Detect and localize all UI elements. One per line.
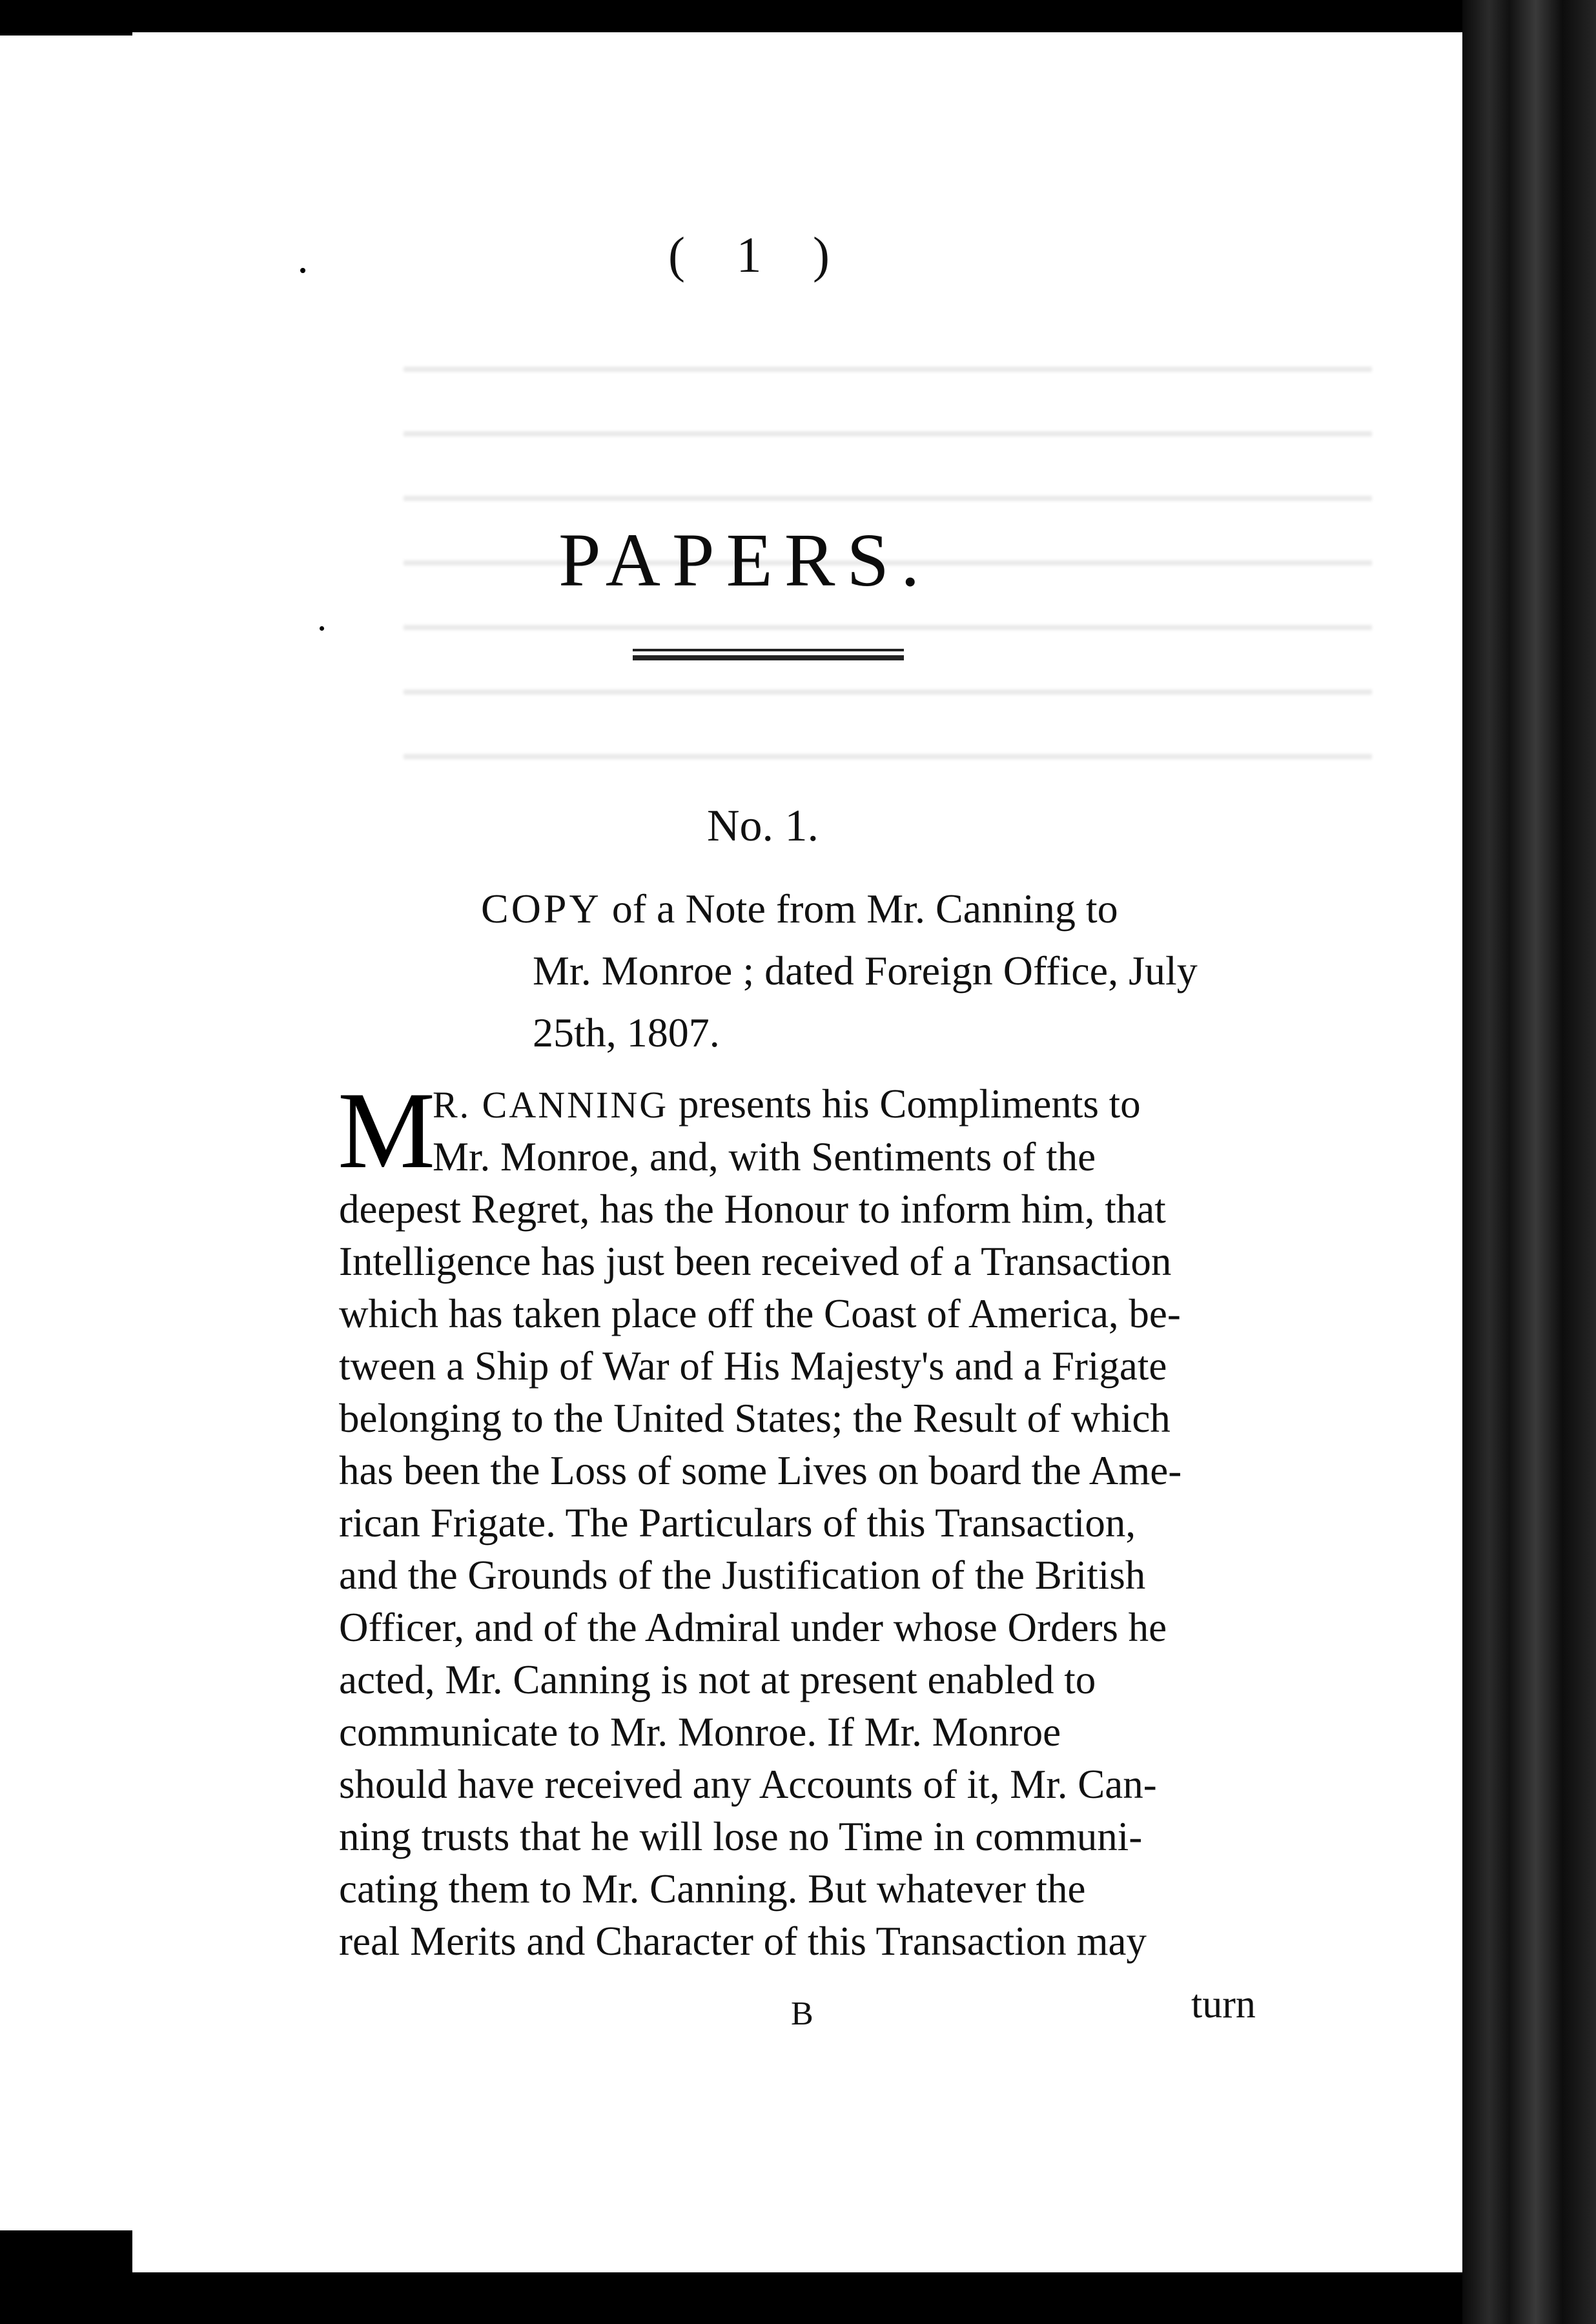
letter-body: [338, 1070, 1411, 1968]
document-page: [132, 32, 1462, 2272]
body-line: belonging to the United States; the Result of which: [339, 1396, 1171, 1441]
heading-line-1: of a Note from Mr. Canning to: [611, 886, 1118, 932]
body-line: deepest Regret, has the Honour to inform him, that: [339, 1187, 1166, 1232]
catchword: turn: [1191, 1983, 1256, 2026]
heading-line-3: 25th, 1807.: [533, 1010, 720, 1055]
page-number: ( 1 ): [668, 227, 849, 283]
ink-speck: [300, 268, 305, 273]
ink-speck: [320, 626, 324, 631]
body-line: and the Grounds of the Justification of the British: [339, 1553, 1146, 1598]
body-line: Officer, and of the Admiral under whose Orders he: [339, 1605, 1167, 1650]
document-number: No. 1.: [707, 801, 819, 851]
facing-page-edge: [0, 36, 148, 2230]
body-line: real Merits and Character of this Transaction may: [339, 1919, 1147, 1964]
note-heading: [481, 878, 1424, 1064]
body-line: has been the Loss of some Lives on board the Ame-: [339, 1448, 1182, 1493]
signature-mark: B: [791, 1995, 813, 2032]
body-line: ning trusts that he will lose no Time in communi-: [339, 1814, 1143, 1859]
body-line: acted, Mr. Canning is not at present enabled to: [339, 1657, 1096, 1702]
body-line: tween a Ship of War of His Majesty's and a Frigate: [339, 1343, 1167, 1389]
title-rule: [633, 649, 904, 660]
body-first-rest: presents his Compliments to: [678, 1081, 1141, 1126]
book-spine: [1462, 0, 1596, 2324]
body-line-first: [339, 1078, 1411, 1131]
body-line: communicate to Mr. Monroe. If Mr. Monroe: [339, 1709, 1061, 1755]
body-line: should have received any Accounts of it, Mr. Can-: [339, 1762, 1157, 1807]
page-title: PAPERS.: [558, 518, 932, 602]
body-line: Mr. Monroe, and, with Sentiments of the: [433, 1134, 1096, 1179]
body-line: cating them to Mr. Canning. But whatever the: [339, 1866, 1086, 1911]
body-first-caps: R. CANNING: [433, 1084, 669, 1126]
heading-line-2: Mr. Monroe ; dated Foreign Office, July: [533, 948, 1198, 994]
body-line: Intelligence has just been received of a Transaction: [339, 1239, 1172, 1284]
body-line: rican Frigate. The Particulars of this Transaction,: [339, 1500, 1136, 1545]
drop-cap: M: [338, 1070, 436, 1191]
body-line: which has taken place off the Coast of America, be-: [339, 1291, 1181, 1336]
heading-copy-word: COPY: [481, 886, 602, 932]
